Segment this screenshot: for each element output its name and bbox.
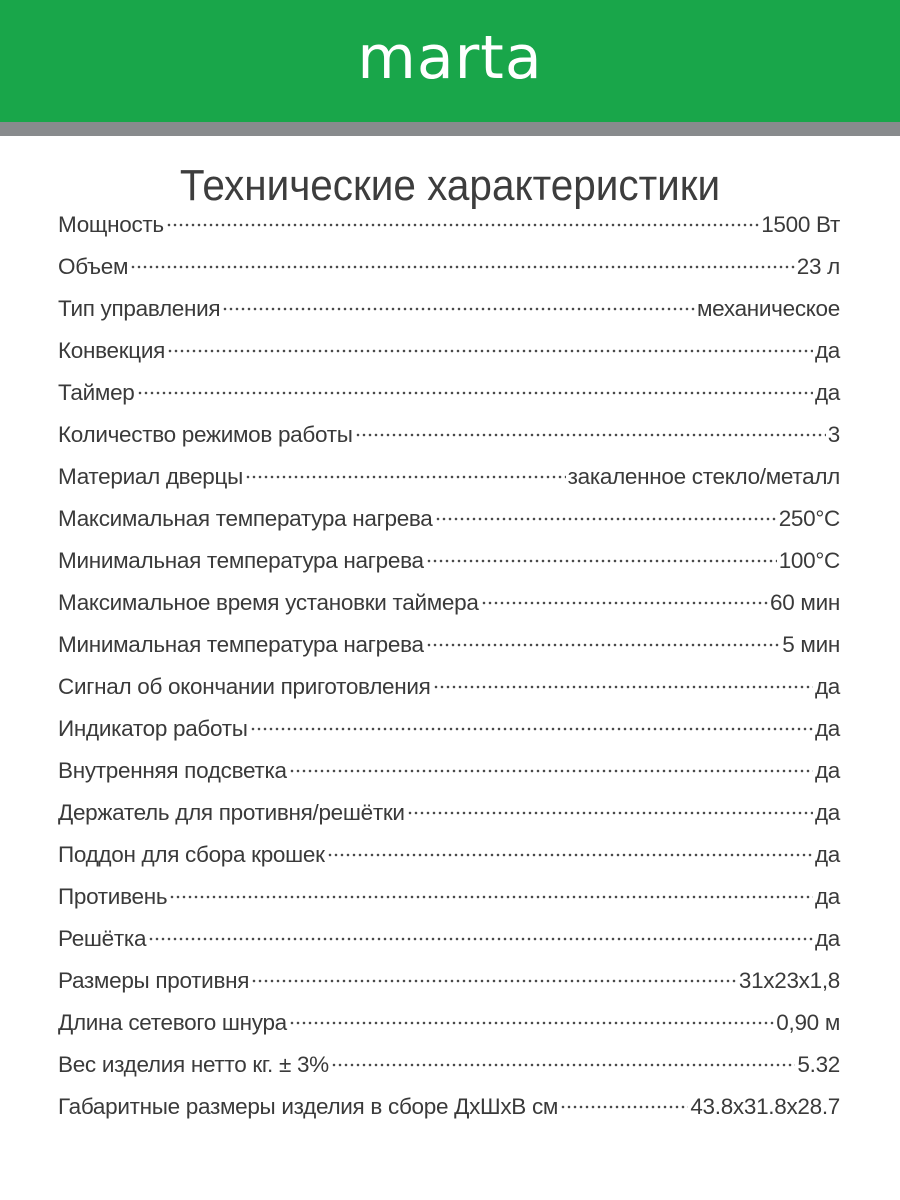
dot-leader [426, 559, 777, 563]
spec-label: Внутренняя подсветка [58, 758, 287, 783]
spec-row-volume [58, 246, 840, 288]
dot-leader [169, 895, 813, 899]
spec-value: да [814, 758, 840, 783]
dot-leader [137, 391, 813, 395]
spec-value: да [814, 884, 840, 909]
spec-label: Тип управления [58, 296, 221, 321]
spec-row-tray-holder [58, 792, 840, 834]
spec-value: механическое [696, 296, 840, 321]
spec-label: Габаритные размеры изделия в сборе ДхШхВ см [58, 1094, 559, 1119]
spec-label: Сигнал об окончании приготовления [58, 674, 431, 699]
dot-leader [289, 1021, 774, 1025]
spec-value: 31х23х1,8 [738, 968, 840, 993]
spec-label: Минимальная температура нагрева [58, 548, 424, 573]
spec-row-convection [58, 330, 840, 372]
header-divider-band [0, 122, 900, 136]
spec-row-min-temp [58, 540, 840, 582]
dot-leader [148, 937, 813, 941]
spec-row-interior-light [58, 750, 840, 792]
spec-value: да [814, 338, 840, 363]
spec-value: да [814, 842, 840, 867]
spec-row-grill-rack [58, 918, 840, 960]
spec-value: 60 мин [770, 590, 840, 615]
spec-row-max-temp [58, 498, 840, 540]
page-title: Технические характеристики [179, 161, 721, 210]
spec-value: да [814, 800, 840, 825]
spec-row-dimensions [58, 1086, 840, 1128]
spec-label: Объем [58, 254, 129, 279]
dot-leader [435, 517, 777, 521]
spec-row-indicator [58, 708, 840, 750]
spec-value: да [814, 380, 840, 405]
dot-leader [433, 685, 813, 689]
spec-value: 0,90 м [776, 1010, 840, 1035]
dot-leader [130, 265, 795, 269]
dot-leader [167, 349, 813, 353]
spec-value: да [814, 674, 840, 699]
dot-leader [251, 979, 737, 983]
spec-label: Держатель для противня/решётки [58, 800, 405, 825]
dot-leader [481, 601, 768, 605]
spec-row-door-material [58, 456, 840, 498]
spec-label: Размеры противня [58, 968, 250, 993]
spec-value: 250°С [778, 506, 840, 531]
spec-label: Максимальное время установки таймера [58, 590, 479, 615]
dot-leader [289, 769, 813, 773]
spec-label: Решётка [58, 926, 147, 951]
spec-row-max-timer [58, 582, 840, 624]
spec-row-baking-tray [58, 876, 840, 918]
spec-value: закаленное стекло/металл [567, 464, 840, 489]
spec-row-end-signal [58, 666, 840, 708]
spec-label: Конвекция [58, 338, 166, 363]
spec-label: Длина сетевого шнура [58, 1010, 287, 1035]
spec-value: да [814, 926, 840, 951]
spec-row-cord-length [58, 1002, 840, 1044]
spec-label: Максимальная температура нагрева [58, 506, 433, 531]
spec-label: Количество режимов работы [58, 422, 353, 447]
spec-list [58, 204, 840, 1128]
dot-leader [355, 433, 826, 437]
spec-label: Минимальная температура нагрева [58, 632, 424, 657]
dot-leader [560, 1105, 688, 1109]
spec-row-net-weight [58, 1044, 840, 1086]
spec-row-min-timer [58, 624, 840, 666]
dot-leader [327, 853, 813, 857]
spec-value: 3 [827, 422, 840, 447]
spec-value: 5 мин [782, 632, 840, 657]
spec-row-timer [58, 372, 840, 414]
brand-logo: marta [357, 23, 543, 93]
spec-label: Индикатор работы [58, 716, 248, 741]
spec-row-modes [58, 414, 840, 456]
spec-row-tray-size [58, 960, 840, 1002]
spec-label: Вес изделия нетто кг. ± 3% [58, 1052, 329, 1077]
spec-label: Таймер [58, 380, 135, 405]
dot-leader [222, 307, 695, 311]
dot-leader [407, 811, 813, 815]
spec-value: 5.32 [797, 1052, 840, 1077]
dot-leader [426, 643, 781, 647]
brand-header [0, 0, 900, 122]
spec-value: 1500 Вт [761, 212, 840, 237]
spec-label: Противень [58, 884, 168, 909]
spec-row-crumb-tray [58, 834, 840, 876]
dot-leader [250, 727, 813, 731]
spec-value: 23 л [796, 254, 840, 279]
spec-row-control-type [58, 288, 840, 330]
dot-leader [331, 1063, 796, 1067]
dot-leader [166, 223, 759, 227]
spec-label: Мощность [58, 212, 164, 237]
spec-label: Поддон для сбора крошек [58, 842, 325, 867]
dot-leader [245, 475, 566, 479]
spec-label: Материал дверцы [58, 464, 243, 489]
spec-row-power [58, 204, 840, 246]
spec-value: 100°С [778, 548, 840, 573]
spec-value: 43.8х31.8х28.7 [690, 1094, 840, 1119]
spec-value: да [814, 716, 840, 741]
